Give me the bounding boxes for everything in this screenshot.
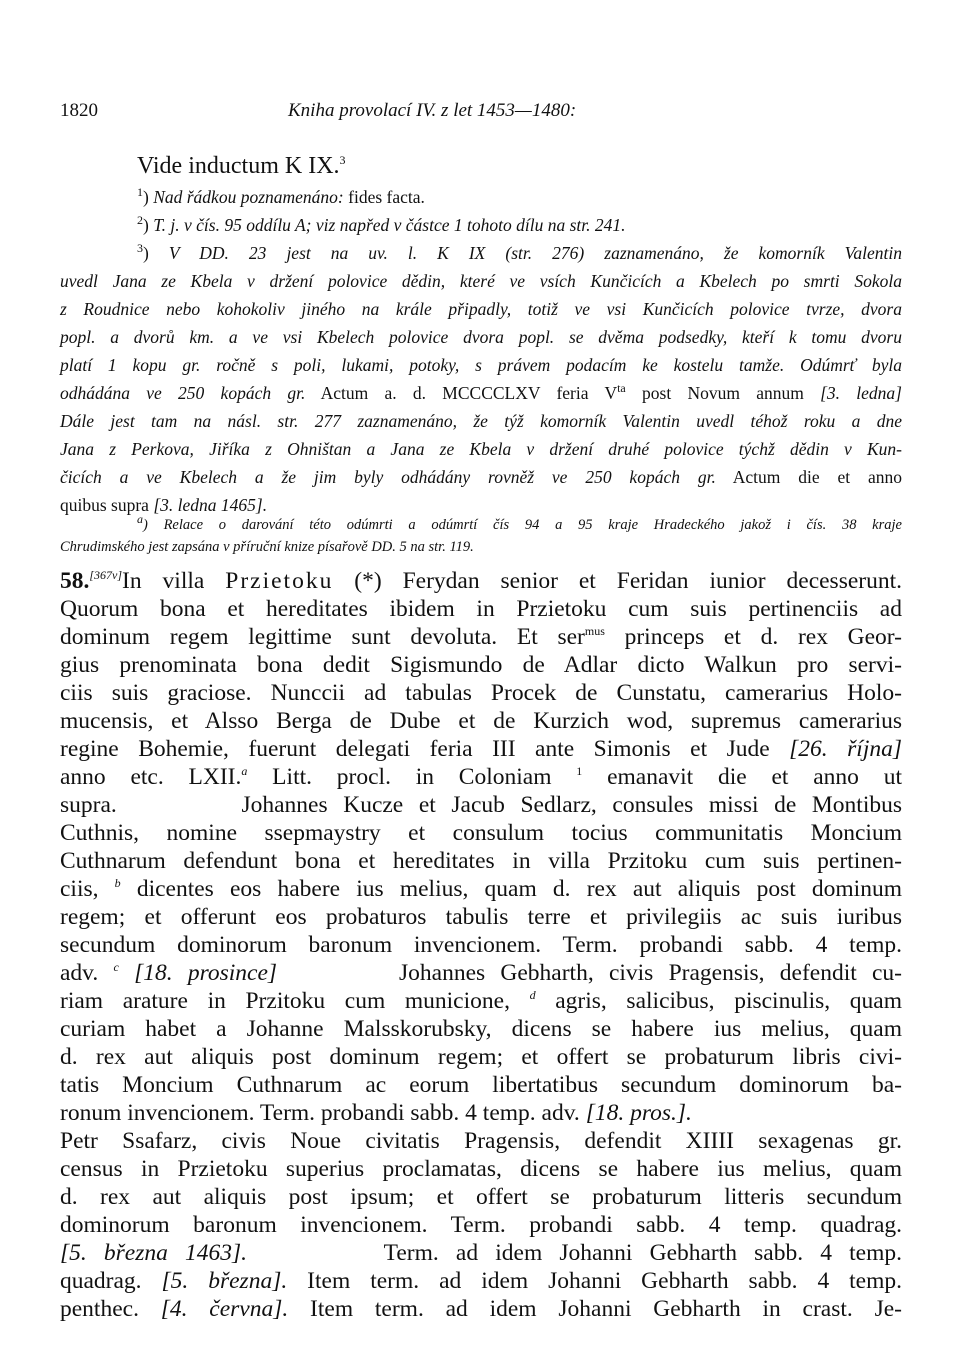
footnote-3-line: Dále jest tam na násl. str. 277 zaznamenáno, že týž komorník Valentin uvedl téhož roku a dne xyxy=(60,411,902,431)
entry-line xyxy=(60,1071,902,1099)
footnote-mark: a xyxy=(137,512,143,527)
vide-footnote-ref: 3 xyxy=(339,153,346,167)
entry-text: anno etc. LXII. xyxy=(60,764,242,790)
entry-text: Item term. ad idem Johanni Gebharth sabb. 4 temp. xyxy=(287,1268,903,1294)
footnote-3-italic: [3. ledna 1465]. xyxy=(153,495,268,515)
footnote-1-text: fides facta. xyxy=(343,187,425,207)
entry-line xyxy=(60,875,902,903)
footnote-3-text: Actum die et anno xyxy=(715,467,902,487)
page-header xyxy=(60,100,900,130)
entry-text: Litt. procl. in Coloniam xyxy=(247,764,577,790)
footnote-3-line xyxy=(60,463,902,491)
entry-line xyxy=(60,987,902,1015)
footnote-mark: 1 xyxy=(137,185,143,200)
entry-text: mucensis, et Alsso Berga de Dube et de Kurzich wod, supremus camerarius xyxy=(60,708,902,734)
entry-text: (*) Ferydan senior et Feridan iunior decesserunt. xyxy=(333,568,903,594)
entry-text: ciis suis graciose. Nunccii ad tabulas Procek de Cunstatu, camerarius Holo- xyxy=(60,680,902,706)
running-title: Kniha provolací IV. z let 1453—1480: xyxy=(288,100,577,121)
page-number: 1820 xyxy=(60,100,98,121)
entry-line xyxy=(60,1211,902,1239)
superscript: a xyxy=(241,764,248,779)
entry-text: gius prenominata bona dedit Sigismundo de Adlar dicto Walkun pro servi- xyxy=(60,652,902,678)
footnote-3-text: quibus supra xyxy=(60,495,154,515)
entry-line xyxy=(60,567,902,595)
entry-text: Petr Ssafarz, civis Noue civitatis Pragensis, defendit XIIII sexagenas gr. xyxy=(60,1128,902,1154)
entry-line xyxy=(60,707,902,735)
footnote-2: $^2$) T. j. v čís. 95 oddílu A; viz napřed v částce 1 tohoto dílu na str. 241. xyxy=(137,213,626,235)
entry-text: penthec. xyxy=(60,1296,161,1322)
vide-text: Vide inductum K IX. xyxy=(137,153,340,179)
date-annotation: [18. pros.]. xyxy=(585,1100,692,1126)
date-annotation: [5. března 1463]. xyxy=(60,1240,248,1266)
entry-line xyxy=(60,1239,902,1267)
entry-text: ronum invencionem. Term. probandi sabb. 4 temp. adv. xyxy=(60,1100,586,1126)
footnote-2-text: T. j. v čís. 95 oddílu A; viz napřed v částce 1 tohoto dílu na str. 241. xyxy=(153,215,626,235)
footnote-3-text: Actum a. d. MCCCCLXV feria xyxy=(305,383,605,403)
footnote-3-italic: [3. ledna] xyxy=(820,383,902,403)
footnote-3-text: V xyxy=(604,383,618,403)
superscript: c xyxy=(113,960,119,975)
entry-text: dominum regem legittime sunt devoluta. Et ser xyxy=(60,624,585,650)
footnote-3-italic: odhádána ve 250 kopách gr. xyxy=(60,383,306,403)
entry-text: tatis Moncium Cuthnarum ac eorum libertatibus secundum dominorum ba- xyxy=(60,1072,902,1098)
footnote-1-italic: Nad řádkou poznamenáno: xyxy=(153,187,344,207)
vide-line xyxy=(137,153,346,180)
footnote-1: $^1$) Nad řádkou poznamenáno: fides facta. xyxy=(137,185,425,207)
entry-text: regine Bohemie, fuerunt delegati feria III ante Simonis et Jude xyxy=(60,736,790,762)
entry-text: dominorum baronum invencionem. Term. probandi sabb. 4 temp. quadrag. xyxy=(60,1212,902,1238)
date-annotation: [4. června]. xyxy=(160,1296,289,1322)
entry-line xyxy=(60,1183,902,1211)
footnote-3-line: Jana z Perkova, Jiříka z Ohništan a Jana ze Kbela v držení druhé polovice týchž dědin v Kun- xyxy=(60,439,902,459)
date-annotation: [26. října] xyxy=(789,736,902,762)
footnote-3-line xyxy=(60,379,902,407)
entry-text: d. rex aut aliquis post ipsum; et offert se probaturum litteris secundum xyxy=(60,1184,902,1210)
entry-number: 58. xyxy=(60,568,90,594)
entry-line xyxy=(60,1015,902,1043)
entry-text: Term. ad idem Johanni Gebharth sabb. 4 temp. xyxy=(247,1240,902,1266)
entry-text: emanavit die et anno ut xyxy=(582,764,902,790)
entry-text: Item term. ad idem Johanni Gebharth in crast. Je- xyxy=(288,1296,902,1322)
entry-line xyxy=(60,1267,902,1295)
footnote-mark: 2 xyxy=(137,213,143,228)
entry-text: d. rex aut aliquis post dominum regem; et offert se probaturum libris civi- xyxy=(60,1044,902,1070)
entry-text: Johannes Gebharth, civis Pragensis, defendit cu- xyxy=(277,960,902,986)
entry-text: Cuthnarum defendunt bona et hereditates in villa Przitoku cum suis pertinen- xyxy=(60,848,902,874)
date-annotation: [18. prosince] xyxy=(118,960,278,986)
entry-line xyxy=(60,1043,902,1071)
entry-text: quadrag. xyxy=(60,1268,162,1294)
entry-text: census in Przietoku superius proclamatas, dicens se habere ius melius, quam xyxy=(60,1156,902,1182)
entry-text: ciis, xyxy=(60,876,115,902)
entry-line xyxy=(60,1155,902,1183)
footnote-3-line: z Roudnice nebo kohokoliv jiného na krále připadly, totiž ve vsi Kunčicích polovice tvrze, dvora xyxy=(60,299,902,319)
superscript: b xyxy=(114,876,121,891)
entry-text: In villa xyxy=(122,568,226,594)
entry-line xyxy=(60,623,902,651)
entry-text: Cuthnis, nomine ssepmaystry et consulum tocius communitatis Moncium xyxy=(60,820,902,846)
entry-line xyxy=(60,1099,902,1127)
footnote-a-line: $^a$) Relace o darování této odúmrti a odúmrtí čís 94 a 95 kraje Hradeckého jakož i čís. 38 kraje xyxy=(137,512,902,533)
date-annotation: [5. března]. xyxy=(161,1268,288,1294)
superscript: ta xyxy=(617,381,626,396)
footnote-a-line: Chrudimského jest zapsána v příruční knize písařově DD. 5 na str. 119. xyxy=(60,539,474,555)
superscript: mus xyxy=(584,624,605,639)
entry-text: riam arature in Przitoku cum municione, xyxy=(60,988,530,1014)
entry-line xyxy=(60,651,902,679)
footnote-3-line: popl. a dvorů km. a ve vsi Kbelech polovice dvora popl. se dvěma podsedky, kteří k tomu dvoru xyxy=(60,327,902,347)
entry-line xyxy=(60,791,902,819)
entry-line xyxy=(60,847,902,875)
entry-text: regem; et offerunt eos probaturos tabulis terre et privilegiis ac suis iuribus xyxy=(60,904,902,930)
entry-58 xyxy=(60,567,902,1323)
entry-line xyxy=(60,735,902,763)
footnote-a-block xyxy=(60,514,902,558)
superscript: 1 xyxy=(576,764,583,779)
entry-text: Quorum bona et hereditates ibidem in Przietoku cum suis pertinenciis ad xyxy=(60,596,902,622)
entry-line xyxy=(60,1127,902,1155)
entry-text: princeps et d. rex Geor- xyxy=(604,624,902,650)
entry-line xyxy=(60,819,902,847)
entry-line xyxy=(60,679,902,707)
entry-text: secundum dominorum baronum invencionem. Term. probandi sabb. 4 temp. xyxy=(60,932,902,958)
entry-line xyxy=(60,763,902,791)
folio-ref: [367v] xyxy=(89,568,123,583)
footnote-3-line: platí 1 kopu gr. ročně s poli, lukami, potoky, s právem podacím ke kostelu tamže. Odúmrť byla xyxy=(60,355,902,375)
footnote-3-text: post Novum annum xyxy=(625,383,821,403)
superscript: d xyxy=(529,988,536,1003)
footnote-3-text: V DD. 23 jest na uv. l. K IX (str. 276) zaznamenáno, že komorník Valentin xyxy=(168,243,902,263)
footnote-3-line: $^3$) V DD. 23 jest na uv. l. K IX (str. 276) zaznamenáno, že komorník Valentin xyxy=(137,241,902,263)
entry-line xyxy=(60,595,902,623)
footnotes-block xyxy=(60,183,902,519)
entry-text-spaced: Przietoku xyxy=(225,568,334,594)
footnote-3-line: uvedl Jana ze Kbela v držení polovice dědin, které ve vsích Kunčicích a Kbelech po smrti Sokola xyxy=(60,271,902,291)
entry-line xyxy=(60,931,902,959)
footnote-mark: 3 xyxy=(137,241,143,256)
footnote-a-text: Relace o darování této odúmrti a odúmrtí čís 94 a 95 kraje Hradeckého jakož i čís. 38 kraje xyxy=(163,517,902,533)
entry-text: supra. Johannes Kucze et Jacub Sedlarz, consules missi de Montibus xyxy=(60,792,902,818)
entry-text: adv. xyxy=(60,960,114,986)
entry-line xyxy=(60,1295,902,1323)
entry-line xyxy=(60,959,902,987)
entry-text: dicentes eos habere ius melius, quam d. rex aut aliquis post dominum xyxy=(120,876,902,902)
footnote-3-italic: čicích a ve Kbelech a že jim byly odhádány rovněž ve 250 kopách gr. xyxy=(60,467,716,487)
entry-text: agris, salicibus, piscinulis, quam xyxy=(535,988,903,1014)
entry-line xyxy=(60,903,902,931)
entry-text: curiam habet a Johanne Malsskorubsky, dicens se habere ius melius, quam xyxy=(60,1016,902,1042)
